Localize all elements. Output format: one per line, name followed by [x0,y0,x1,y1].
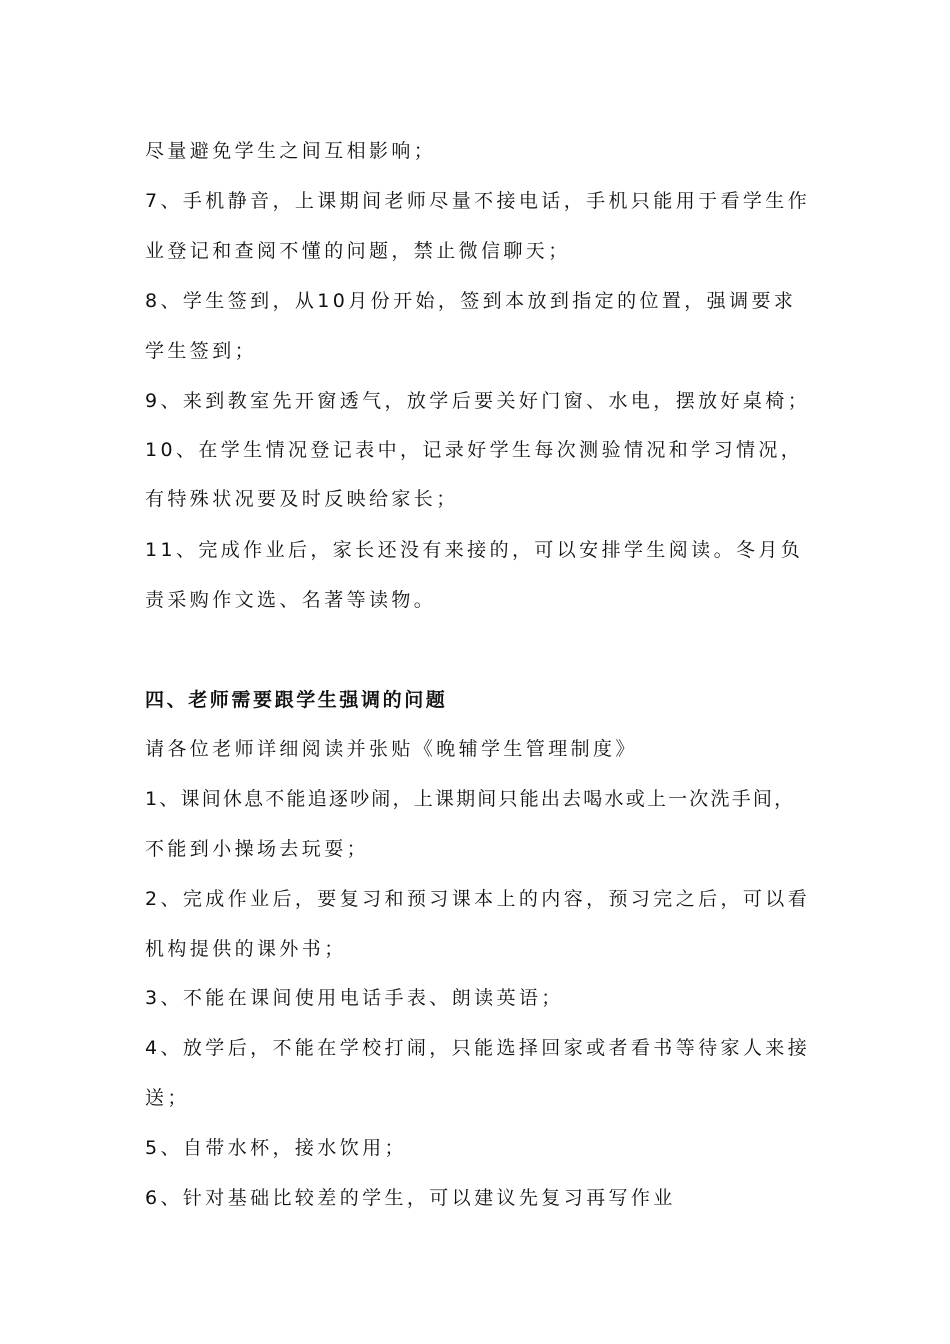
text-line: 不能到小操场去玩耍； [145,838,370,860]
text-line: 4、放学后，不能在学校打闹，只能选择回家或者看书等待家人来接 [145,1037,811,1059]
text-line: 责采购作文选、名著等读物。 [145,589,437,611]
text-line: 有特殊状况要及时反映给家长； [145,488,459,510]
text-line: 1、课间休息不能追逐吵闹，上课期间只能出去喝水或上一次洗手间， [145,788,796,810]
text-line: 8、学生签到，从10月份开始，签到本放到指定的位置，强调要求 [145,290,797,312]
text-line: 送； [145,1087,190,1109]
text-line: 11、完成作业后，家长还没有来接的，可以安排学生阅读。冬月负 [145,539,804,561]
text-line: 业登记和查阅不懂的问题，禁止微信聊天； [145,240,571,262]
text-line: 5、自带水杯，接水饮用； [145,1137,407,1159]
text-line: 9、来到教室先开窗透气，放学后要关好门窗、水电，摆放好桌椅； [145,390,811,412]
text-line: 7、手机静音，上课期间老师尽量不接电话，手机只能用于看学生作 [145,190,811,212]
text-line: 6、针对基础比较差的学生，可以建议先复习再写作业 [145,1187,676,1209]
text-line: 3、不能在课间使用电话手表、朗读英语； [145,987,564,1009]
text-line: 机构提供的课外书； [145,938,347,960]
text-line: 2、完成作业后，要复习和预习课本上的内容，预习完之后，可以看 [145,888,811,910]
section-heading: 四、老师需要跟学生强调的问题 [145,689,448,711]
text-line: 学生签到； [145,340,258,362]
text-line: 请各位老师详细阅读并张贴《晚辅学生管理制度》 [145,738,638,760]
text-line: 10、在学生情况登记表中，记录好学生每次测验情况和学习情况， [145,439,804,461]
text-line: 尽量避免学生之间互相影响； [145,140,437,162]
